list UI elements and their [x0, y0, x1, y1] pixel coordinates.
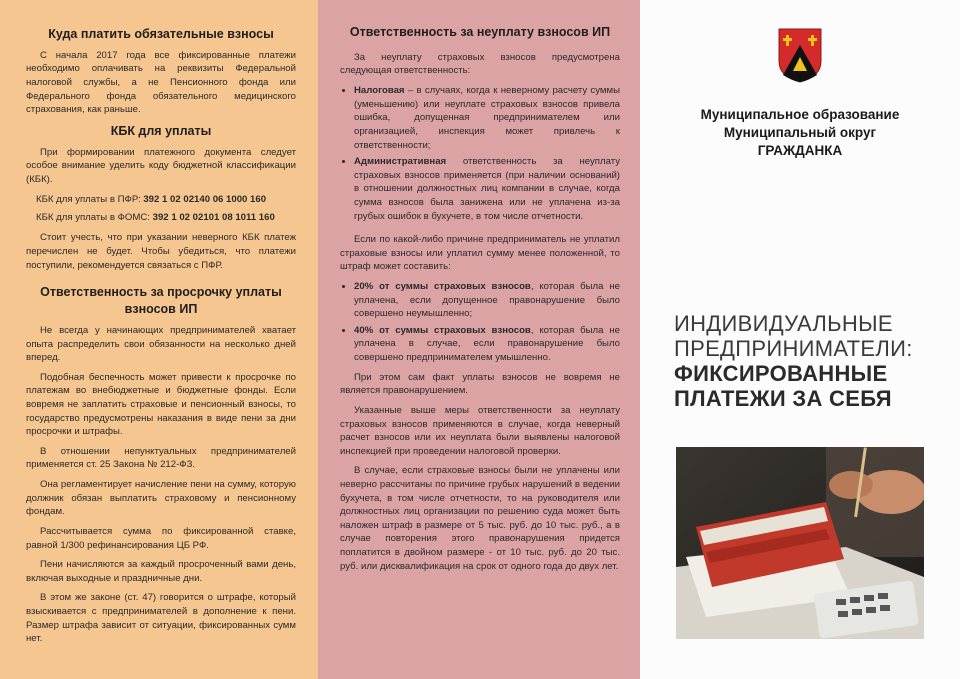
- fine-list: [340, 280, 620, 365]
- paragraph: Не всегда у начинающих предпринимателей хватает опыта распределить свои обязанности на несколько дней вперед.: [26, 324, 296, 364]
- heading-late-payment: Ответственность за просрочку уплаты взносов ИП: [40, 285, 282, 317]
- cover-title: [674, 312, 944, 411]
- title-line-2: ПРЕДПРИНИМАТЕЛИ:: [674, 335, 913, 361]
- kbk-pfr-value: 392 1 02 02140 06 1000 160: [143, 193, 267, 205]
- list-item: • Налоговая – в случаях, когда к неверному расчету суммы (уменьшению) или неуплате страховых взносов привела ошибка, допущенная предпринимателем или организацией, инспекция может привлечь к ответственности;: [354, 84, 620, 152]
- title-line-3: ФИКСИРОВАННЫЕ: [674, 360, 888, 386]
- title-line-1: ИНДИВИДУАЛЬНЫЕ: [674, 311, 893, 336]
- kbk-pfr-line: [26, 193, 296, 207]
- panel-cover: [640, 0, 960, 679]
- paragraph: Она регламентирует начисление пени на сумму, которую должник обязан выплатить страховому и пенсионному фондам.: [26, 479, 296, 518]
- paragraph: В случае, если страховые взносы были не уплачены или неверно рассчитаны по причине грубых нарушений в ведении бухучета, в том числе отчетности, то на руководителя или должностных лиц организации по решению суда может быть наложен штраф в размере от 5 тыс. руб. до 10 тыс. руб., а в случае повторения этого правонарушения придется поплатится в двойном размере - от 10 тыс. руб. до 20 тыс. руб. или дисквалификация на срок от одного года до двух лет.: [340, 465, 620, 572]
- paragraph: В отношении непунктуальных предпринимателей применяется ст. 25 Закона № 212-ФЗ.: [26, 445, 296, 471]
- kbk-foms-value: 392 1 02 02101 08 1011 160: [152, 212, 275, 224]
- photo-illustration: [676, 447, 924, 639]
- paragraph: При формировании платежного документа следует особое внимание уделить коду бюджетной классификации (КБК).: [26, 146, 296, 186]
- paragraph: С начала 2017 года все фиксированные платежи необходимо оплачивать на реквизиты Федеральной налоговой службы, а не Пенсионного фонда или Федерального фонда обязательного медицинского страхования, как раньше.: [26, 49, 296, 116]
- coat-of-arms-icon: [777, 27, 823, 83]
- paragraph: Указанные выше меры ответственности за неуплату страховых взносов применяются в случае, когда неверный расчет взносов или их неуплата были выявлены налоговой инспекцией при проведении налоговой проверки.: [340, 404, 620, 457]
- municipality-line-3: ГРАЖДАНКА: [757, 143, 843, 158]
- paragraph: При этом сам факт уплаты взносов не вовремя не является правонарушением.: [340, 371, 620, 397]
- paragraph: Подобная беспечность может привести к просрочке по платежам во внебюджетные и бюджетные фонды. Если вовремя не заплатить страховые и пенсионный взносы, то государство предусмотрены наказания в виде пени за дни просрочки и штрафы.: [26, 371, 296, 438]
- paragraph: В этом же законе (ст. 47) говорится о штрафе, который взыскивается с предпринимателей в дополнение к пени. Размер штрафа зависит от ситуации, фиксированных сумм нет.: [26, 592, 296, 645]
- list-item: • Административная ответственность за неуплату страховых взносов применяется (при наличии оснований) в отношении должностных лиц компании в случае, когда сумма взносов была занижена или не уплачена из-за грубых ошибок в бухучете, в том числе отчетности.: [354, 155, 620, 223]
- panel-left: [0, 0, 318, 679]
- list-item: • 40% от суммы страховых взносов, которая была не уплачена в случае, если правонарушение было совершено предпринимателем умышленно.: [354, 324, 620, 365]
- paragraph: Стоит учесть, что при указании неверного КБК платеж перечислен не будет. Чтобы убедиться, что платежи поступили, рекомендуется связаться с ПФР.: [26, 232, 296, 271]
- paragraph: Пени начисляются за каждый просроченный вами день, включая выходные и праздничные дни.: [26, 559, 296, 584]
- cover-photo: [676, 447, 924, 639]
- kbk-foms-line: [26, 211, 296, 225]
- list-item: • 20% от суммы страховых взносов, которая была не уплачена, если допущенное правонарушение было совершено неумышленно;: [354, 280, 620, 321]
- paragraph: Рассчитывается сумма по фиксированной ставке, равной 1/300 рефинансирования ЦБ РФ.: [26, 525, 296, 551]
- heading-where-to-pay: Куда платить обязательные взносы: [48, 27, 274, 41]
- kbk-foms-label: КБК для уплаты в ФОМС:: [36, 212, 153, 224]
- panel-middle: [318, 0, 640, 679]
- paragraph: За неуплату страховых взносов предусмотрена следующая ответственность:: [340, 51, 620, 77]
- heading-nonpayment: Ответственность за неуплату взносов ИП: [349, 25, 611, 39]
- kbk-pfr-label: КБК для уплаты в ПФР:: [36, 193, 144, 205]
- municipality-line-2: Муниципальный округ: [723, 125, 877, 140]
- heading-kbk: КБК для уплаты: [110, 123, 212, 138]
- paragraph: Если по какой-либо причине предприниматель не уплатил страховые взносы или уплатил сумму менее положенной, то штраф может составить:: [340, 234, 620, 273]
- municipality-line-1: Муниципальное образование: [700, 107, 900, 122]
- title-line-4: ПЛАТЕЖИ ЗА СЕБЯ: [674, 385, 892, 411]
- liability-list: [340, 84, 620, 223]
